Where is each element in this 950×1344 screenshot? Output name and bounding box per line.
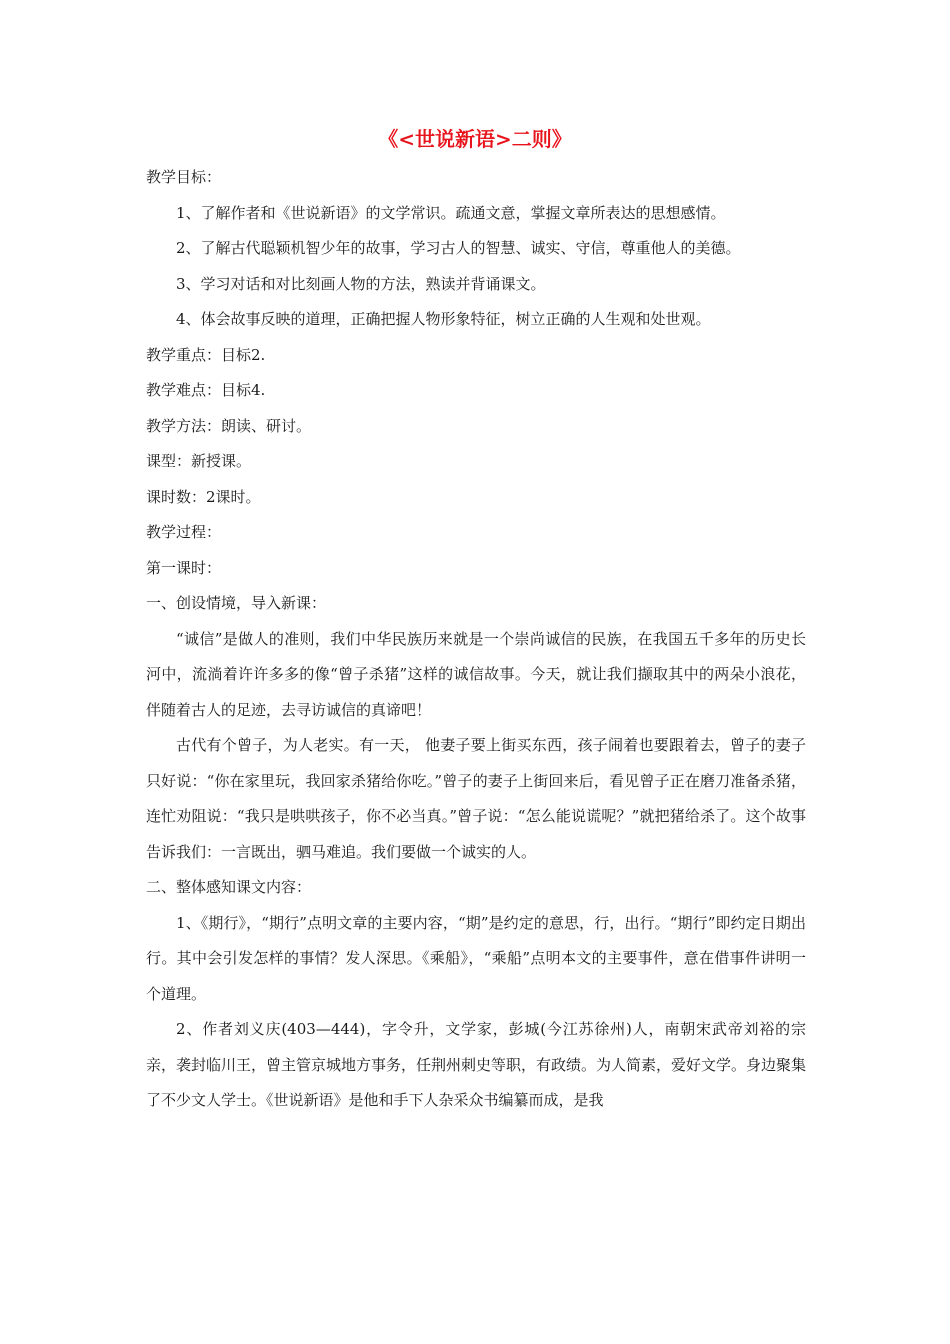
paragraph: 二、整体感知课文内容： xyxy=(146,878,312,896)
paragraph: 1、《期行》，“期行”点明文章的主要内容，“期”是约定的意思，行，出行。“期行”即约定日期出行。其中会引发怎样的事情？发人深思。《乘船》，“乘船”点明本文的主要事件，意在借事件讲明一个道理。 xyxy=(146,913,806,1003)
document-body xyxy=(146,160,806,1119)
paragraph: 教学重点：目标2. xyxy=(146,345,266,364)
paragraph: 1、了解作者和《世说新语》的文学常识。疏通文意，掌握文章所表达的思想感情。 xyxy=(176,203,726,222)
paragraph: 教学目标： xyxy=(146,168,222,186)
paragraph: 2、作者刘义庆(403—444)，字令升，文学家，彭城(今江苏徐州)人，南朝宋武帝刘裕的宗亲，袭封临川王，曾主管京城地方事务，任荆州刺史等职，有政绩。为人简素，爱好文学。身边聚集了不少文人学士。《世说新语》是他和手下人杂采众书编纂而成，是我 xyxy=(146,1020,807,1109)
paragraph: 古代有个曾子，为人老实。有一天， 他妻子要上街买东西，孩子闹着也要跟着去，曾子的妻子只好说：“你在家里玩，我回家杀猪给你吃。”曾子的妻子上街回来后，看见曾子正在磨刀准备杀猪，连忙劝阻说：“我只是哄哄孩子，你不必当真。”曾子说：“怎么能说谎呢？”就把猪给杀了。这个故事告诉我们：一言既出，驷马难追。我们要做一个诚实的人。 xyxy=(146,736,806,861)
paragraph: 4、体会故事反映的道理，正确把握人物形象特征，树立正确的人生观和处世观。 xyxy=(176,310,711,328)
paragraph: 课时数：2课时。 xyxy=(146,487,261,506)
paragraph: 教学方法：朗读、研讨。 xyxy=(146,416,312,435)
paragraph: 2、了解古代聪颖机智少年的故事，学习古人的智慧、诚实、守信，尊重他人的美德。 xyxy=(176,239,741,257)
paragraph: 一、创设情境，导入新课： xyxy=(146,594,327,612)
paragraph: “诚信”是做人的准则，我们中华民族历来就是一个崇尚诚信的民族，在我国五千多年的历史长河中，流淌着许许多多的像“曾子杀猪”这样的诚信故事。今天，就让我们撷取其中的两朵小浪花，伴随着古人的足迹，去寻访诚信的真谛吧！ xyxy=(146,629,806,719)
paragraph: 3、学习对话和对比刻画人物的方法，熟读并背诵课文。 xyxy=(176,274,546,293)
paragraph: 教学难点：目标4. xyxy=(146,381,266,399)
paragraph: 课型：新授课。 xyxy=(146,452,252,470)
paragraph: 教学过程： xyxy=(146,523,222,541)
document-title: 《<世说新语>二则》 xyxy=(378,127,572,151)
paragraph: 第一课时： xyxy=(146,558,222,577)
